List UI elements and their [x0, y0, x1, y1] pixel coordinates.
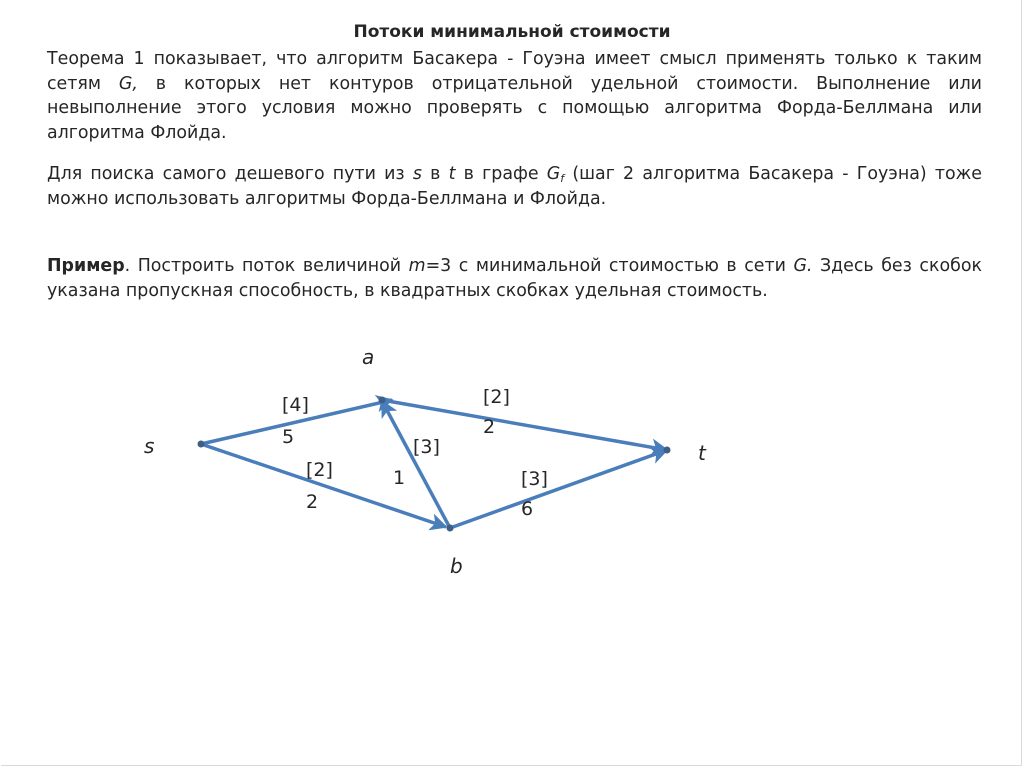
edges — [201, 400, 667, 528]
edge-bt-cost: [3] — [521, 468, 548, 490]
p3-text-a: . Построить поток величиной — [124, 256, 409, 276]
p1-network-g: G, — [118, 73, 138, 94]
edge-ba-capacity: 1 — [393, 467, 406, 489]
edge-at-cost: [2] — [483, 386, 510, 408]
node-label-b: b — [450, 554, 463, 578]
p1-text-a: Теорема 1 показывает, что алгоритм Басакера - Гоуэна имеет смысл применять только к таким сетям — [47, 49, 982, 94]
node-label-s: s — [144, 434, 155, 458]
p2-text-b: в — [421, 164, 449, 184]
node-s-dot — [198, 441, 205, 448]
p1-text-b: в которых нет контуров отрицательной удельной стоимости. Выполнение или невыполнение этого условия можно проверять с помощью алгоритма Форда-Беллмана или алгоритма Флойда. — [47, 73, 982, 143]
p2-text-c: в графе — [455, 164, 547, 184]
edge-sa-cost: [4] — [282, 394, 309, 416]
edge-sa-capacity: 5 — [282, 426, 295, 448]
p3-example-label: Пример — [47, 256, 125, 276]
edge-sb-cost: [2] — [306, 459, 333, 481]
edge-at-capacity: 2 — [483, 416, 496, 438]
edge-bt-capacity: 6 — [521, 498, 534, 520]
p3-text-b: =3 с минимальной стоимостью в сети — [425, 256, 794, 276]
p2-text-d: (шаг 2 алгоритма Басакера - Гоуэна) тоже можно использовать алгоритмы Форда-Беллмана и Флойда. — [47, 164, 982, 209]
edge-b-t — [450, 450, 667, 528]
edge-s-b — [201, 444, 446, 527]
p2-node-t: t — [448, 164, 456, 184]
p2-node-s: s — [412, 164, 422, 184]
p2-text-a: Для поиска самого дешевого пути из — [47, 164, 413, 184]
p3-var-m: m — [408, 256, 426, 276]
edge-ba-cost: [3] — [413, 436, 440, 458]
node-label-t: t — [698, 441, 706, 465]
p2-graph-sub-f: f — [560, 172, 565, 185]
node-a-dot — [379, 397, 386, 404]
node-dots — [198, 397, 671, 532]
node-label-a: a — [362, 345, 375, 369]
p3-text-c: Здесь без скобок указана пропускная способность, в квадратных скобках удельная стоимость. — [47, 256, 982, 301]
edge-sb-capacity: 2 — [306, 491, 319, 513]
node-b-dot — [447, 525, 454, 532]
slide-title: Потоки минимальной стоимости — [353, 22, 671, 42]
node-t-dot — [664, 447, 671, 454]
node-labels — [144, 345, 707, 578]
p3-network-g: G. — [793, 256, 813, 276]
p2-graph-g: G — [546, 164, 561, 184]
